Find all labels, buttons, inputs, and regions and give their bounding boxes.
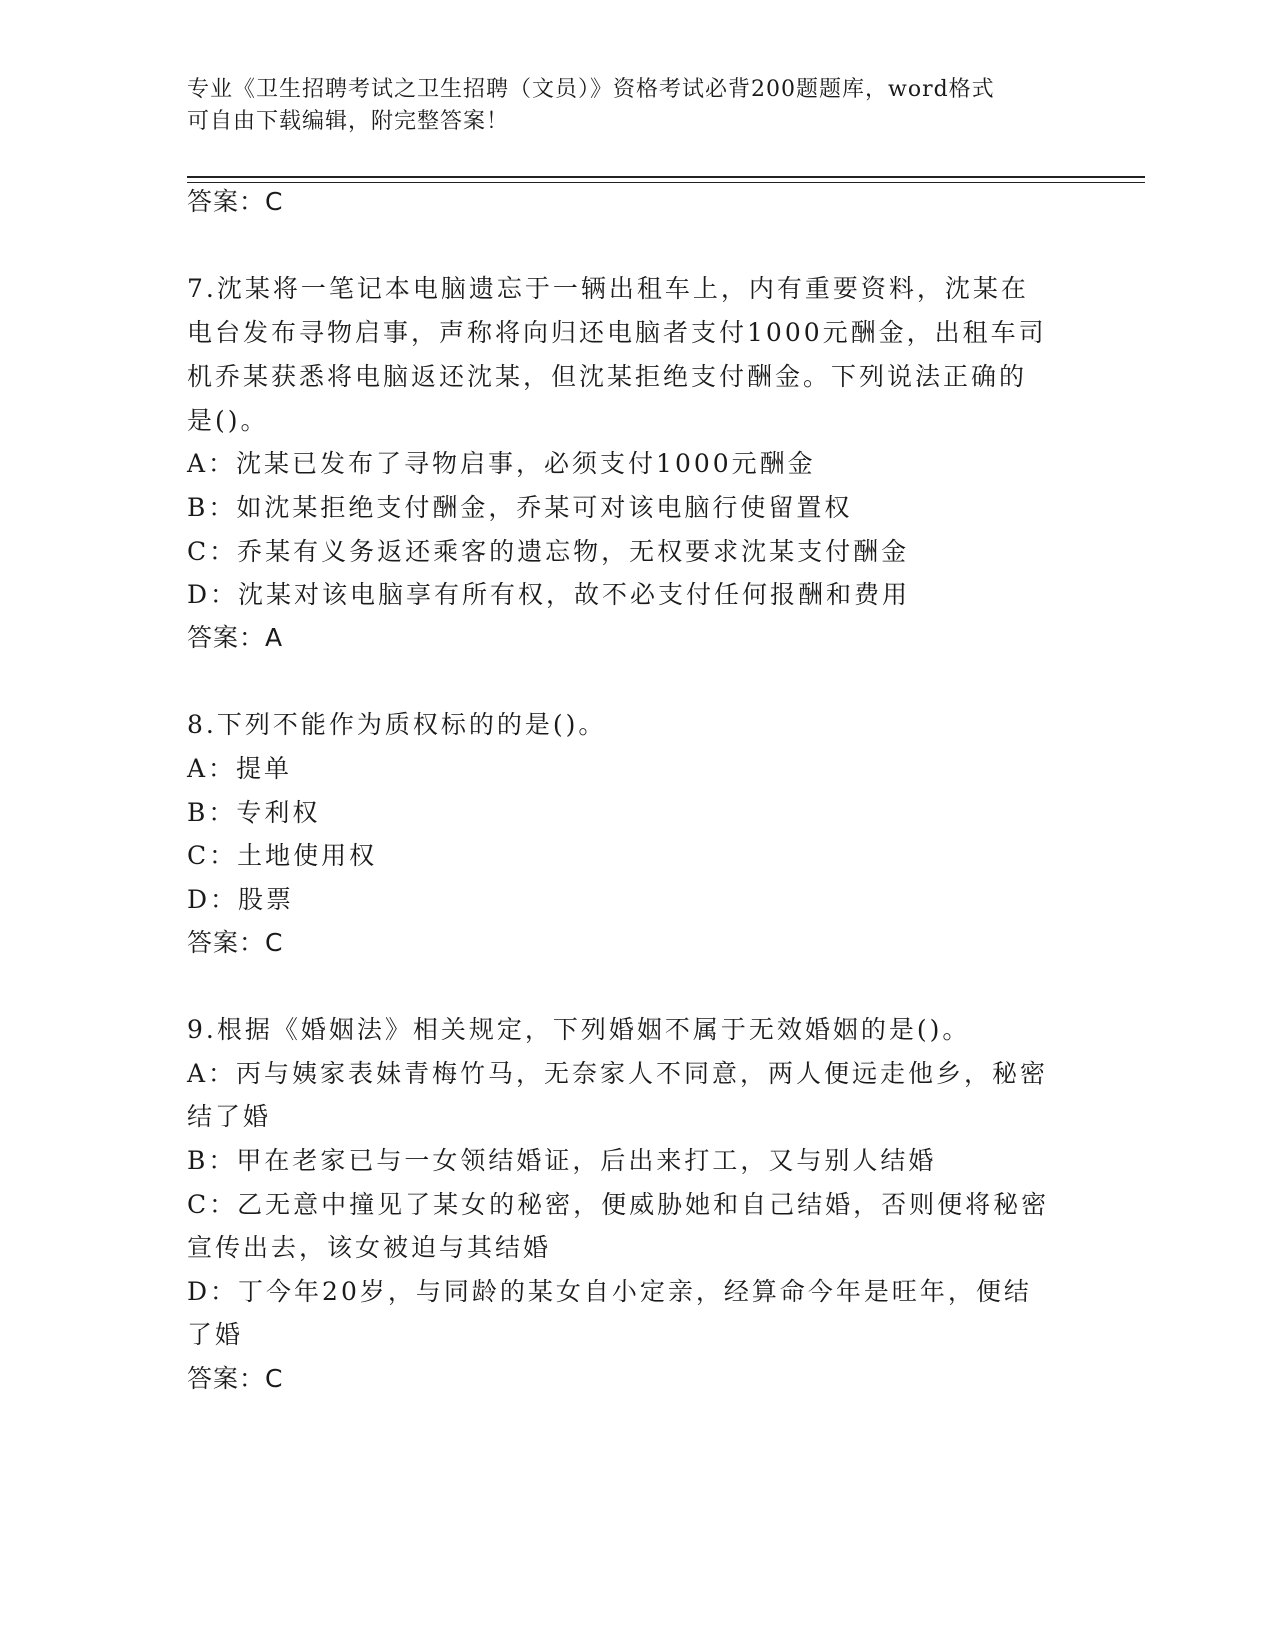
q7-option-a: A：沈某已发布了寻物启事，必须支付1000元酬金 — [187, 449, 816, 478]
q7-answer: 答案：A — [187, 623, 284, 652]
q8-option-a: A：提单 — [187, 754, 293, 783]
q9-option-a-line-1: A：丙与姨家表妹青梅竹马，无奈家人不同意，两人便远走他乡，秘密 — [187, 1059, 1049, 1088]
q7-stem-line-2: 电台发布寻物启事，声称将向归还电脑者支付1000元酬金，出租车司 — [187, 318, 1047, 347]
q9-stem-line-1: 9.根据《婚姻法》相关规定，下列婚姻不属于无效婚姻的是()。 — [187, 1015, 971, 1044]
q8-answer: 答案：C — [187, 928, 284, 957]
header-line-2: 可自由下载编辑，附完整答案！ — [187, 109, 510, 134]
document-header — [187, 74, 1067, 138]
q9-option-c-line-2: 宣传出去，该女被迫与其结婚 — [187, 1233, 552, 1262]
q7-stem-line-1: 7.沈某将一笔记本电脑遗忘于一辆出租车上，内有重要资料，沈某在 — [187, 274, 1029, 303]
q9-option-a-line-2: 结了婚 — [187, 1102, 272, 1131]
q8-option-d: D：股票 — [187, 885, 295, 914]
q9-option-d-line-2: 了婚 — [187, 1320, 244, 1349]
q8-option-c: C：土地使用权 — [187, 841, 378, 870]
q8-option-b: B：专利权 — [187, 798, 321, 827]
q7-stem-line-3: 机乔某获悉将电脑返还沈某，但沈某拒绝支付酬金。下列说法正确的 — [187, 362, 1028, 391]
header-rule-thick — [187, 176, 1145, 178]
q9-option-d-line-1: D：丁今年20岁，与同龄的某女自小定亲，经算命今年是旺年，便结 — [187, 1277, 1032, 1306]
q7-option-b: B：如沈某拒绝支付酬金，乔某可对该电脑行使留置权 — [187, 493, 853, 522]
q9-answer: 答案：C — [187, 1364, 284, 1393]
header-rule-thin — [187, 182, 1145, 183]
q7-option-d: D：沈某对该电脑享有所有权，故不必支付任何报酬和费用 — [187, 580, 911, 609]
q9-option-c-line-1: C：乙无意中撞见了某女的秘密，便威胁她和自己结婚，否则便将秘密 — [187, 1190, 1050, 1219]
q7-stem-line-4: 是()。 — [187, 406, 269, 435]
header-line-1: 专业《卫生招聘考试之卫生招聘（文员）》资格考试必背200题题库，word格式 — [187, 77, 995, 102]
q7-option-c: C：乔某有义务返还乘客的遗忘物，无权要求沈某支付酬金 — [187, 537, 910, 566]
answer-previous-question: 答案：C — [187, 187, 284, 216]
q8-stem-line-1: 8.下列不能作为质权标的的是()。 — [187, 710, 607, 739]
q9-option-b: B：甲在老家已与一女领结婚证，后出来打工，又与别人结婚 — [187, 1146, 937, 1175]
